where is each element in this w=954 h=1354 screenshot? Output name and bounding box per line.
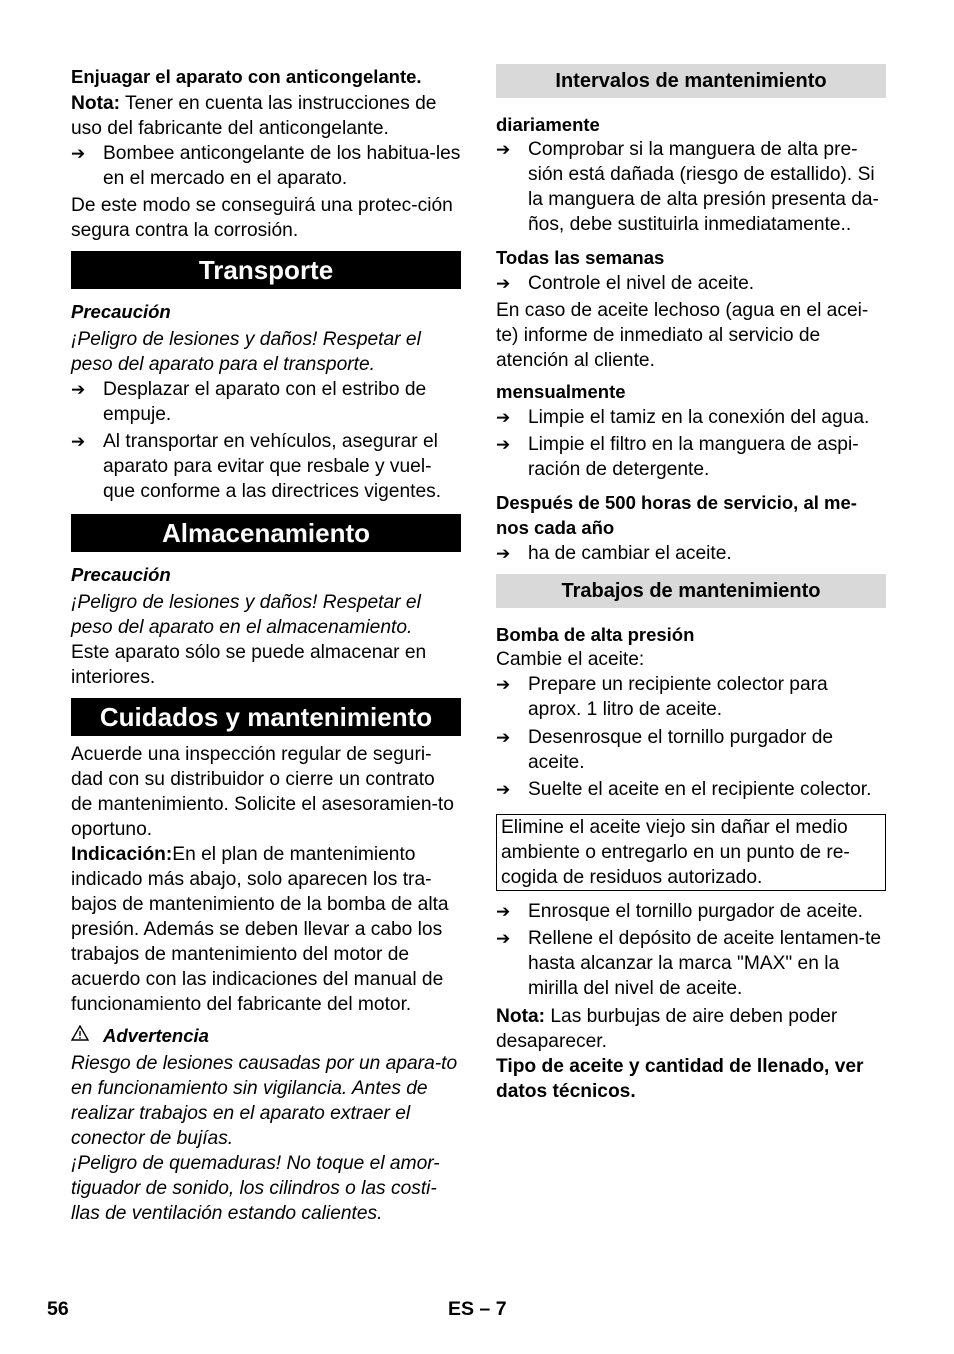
arrow-right-icon: ➔ <box>71 380 86 399</box>
disposal-note-text: Elimine el aceite viejo sin dañar el medio ambiente o entregarlo en un punto de re-cogida de residuos autorizado. <box>501 817 850 888</box>
storage-caution-text: ¡Peligro de lesiones y daños! Respetar el peso del aparato en el almacenamiento. <box>71 592 421 638</box>
monthly-heading: mensualmente <box>496 381 626 402</box>
rinse-bullet-text: Bombee anticongelante de los habitua-les en el mercado en el aparato. <box>103 143 461 189</box>
transport-bullet-1 <box>71 377 461 427</box>
rinse-para: De este modo se conseguirá una protec-ción segura contra la corrosión. <box>71 195 453 241</box>
care-hint <box>71 842 461 1017</box>
rinse-note-text: Tener en cuenta las instrucciones de uso del fabricante del anticongelante. <box>71 93 437 139</box>
pump-bullet-5 <box>496 926 886 1001</box>
transport-caution-text: ¡Peligro de lesiones y daños! Respetar el peso del aparato para el transporte. <box>71 329 421 375</box>
bubbles-note-label: Nota: <box>496 1006 546 1027</box>
arrow-right-icon: ➔ <box>496 435 511 454</box>
pump-bullet-1 <box>496 672 886 722</box>
monthly-bullet-1 <box>496 405 886 430</box>
arrow-right-icon: ➔ <box>71 432 86 451</box>
weekly-bullet <box>496 271 886 296</box>
transport-title: Transporte <box>71 251 461 289</box>
left-column <box>71 64 461 1226</box>
arrow-right-icon: ➔ <box>71 144 86 163</box>
pump-bullet-text: Prepare un recipiente colector para aprox. 1 litro de aceite. <box>528 674 828 720</box>
oil-type-note: Tipo de aceite y cantidad de llenado, ver datos técnicos. <box>496 1056 864 1102</box>
arrow-right-icon: ➔ <box>496 274 511 293</box>
arrow-right-icon: ➔ <box>496 902 511 921</box>
pump-bullet-text: Enrosque el tornillo purgador de aceite. <box>528 901 863 922</box>
pump-bullet-2 <box>496 725 886 775</box>
bubbles-note <box>496 1004 886 1054</box>
care-title: Cuidados y mantenimiento <box>71 698 461 736</box>
after500-heading: Después de 500 horas de servicio, al me-nos cada año <box>496 492 857 538</box>
storage-title: Almacenamiento <box>71 514 461 552</box>
warning-text-1: Riesgo de lesiones causadas por un apara-to en funcionamiento sin vigilancia. Antes de realizar trabajos en el aparato extraer el conector de bujías. <box>71 1053 458 1149</box>
pump-bullet-text: Rellene el depósito de aceite lentamen-te hasta alcanzar la marca "MAX" en la mirilla del nivel de aceite. <box>528 928 882 999</box>
monthly-bullet-text: Limpie el filtro en la manguera de aspi-ración de detergente. <box>528 434 859 480</box>
language-page-label: ES – 7 <box>448 1298 507 1320</box>
monthly-bullet-text: Limpie el tamiz en la conexión del agua. <box>528 407 870 428</box>
weekly-para: En caso de aceite lechoso (agua en el acei-te) informe de inmediato al servicio de atención al cliente. <box>496 300 869 371</box>
rinse-heading: Enjuagar el aparato con anticongelante. <box>71 66 422 87</box>
after500-bullet-text: ha de cambiar el aceite. <box>528 543 732 564</box>
care-hint-label: Indicación: <box>71 844 173 865</box>
daily-heading: diariamente <box>496 114 600 135</box>
arrow-right-icon: ➔ <box>496 728 511 747</box>
daily-bullet-text: Comprobar si la manguera de alta pre-sión está dañada (riesgo de estallido). Si la manguera de alta presión presenta da-ños, debe sustituirla inmediatamente.. <box>528 139 879 235</box>
pump-heading: Bomba de alta presión <box>496 624 695 645</box>
storage-para: Este aparato sólo se puede almacenar en interiores. <box>71 642 427 688</box>
warning-label: Advertencia <box>103 1025 209 1046</box>
pump-bullet-text: Desenrosque el tornillo purgador de aceite. <box>528 727 834 773</box>
arrow-right-icon: ➔ <box>496 140 511 159</box>
right-column <box>496 64 886 1104</box>
pump-intro: Cambie el aceite: <box>496 649 645 670</box>
warning-text-2: ¡Peligro de quemaduras! No toque el amor-tiguador de sonido, los cilindros o las costi-llas de ventilación estando calientes. <box>71 1153 440 1224</box>
works-title: Trabajos de mantenimiento <box>496 574 886 608</box>
weekly-heading: Todas las semanas <box>496 247 665 268</box>
rinse-bullet <box>71 141 461 191</box>
pump-bullet-text: Suelte el aceite en el recipiente colector. <box>528 779 872 800</box>
page-number: 56 <box>47 1298 69 1320</box>
arrow-right-icon: ➔ <box>496 408 511 427</box>
after500-bullet <box>496 541 886 566</box>
bubbles-note-text: Las burbujas de aire deben poder desaparecer. <box>496 1006 838 1052</box>
transport-caution-label: Precaución <box>71 301 171 322</box>
warning-heading <box>71 1023 461 1048</box>
arrow-right-icon: ➔ <box>496 675 511 694</box>
rinse-note <box>71 91 461 141</box>
transport-bullet-text: Al transportar en vehículos, asegurar el aparato para evitar que resbale y vuel-que conforme a las directrices vigentes. <box>103 431 442 502</box>
arrow-right-icon: ➔ <box>496 929 511 948</box>
warning-triangle-icon <box>71 1023 103 1048</box>
arrow-right-icon: ➔ <box>496 544 511 563</box>
pump-bullet-3 <box>496 777 886 802</box>
weekly-bullet-text: Controle el nivel de aceite. <box>528 273 755 294</box>
intervals-title: Intervalos de mantenimiento <box>496 64 886 98</box>
monthly-bullet-2 <box>496 432 886 482</box>
transport-bullet-2 <box>71 429 461 504</box>
pump-bullet-4 <box>496 899 886 924</box>
arrow-right-icon: ➔ <box>496 780 511 799</box>
care-hint-text: En el plan de mantenimiento indicado más abajo, solo aparecen los tra-bajos de mantenimiento de la bomba de alta presión. Además se deben llevar a cabo los trabajos de mantenimiento del motor de acuerdo con las indicaciones del manual de funcionamiento del fabricante del motor. <box>71 844 449 1015</box>
disposal-note-box <box>496 814 886 891</box>
care-para: Acuerde una inspección regular de seguri-dad con su distribuidor o cierre un contrato de mantenimiento. Solicite el asesoramien-to oportuno. <box>71 744 454 840</box>
daily-bullet <box>496 137 886 237</box>
rinse-note-label: Nota: <box>71 93 121 114</box>
transport-bullet-text: Desplazar el aparato con el estribo de empuje. <box>103 379 427 425</box>
storage-caution-label: Precaución <box>71 564 171 585</box>
